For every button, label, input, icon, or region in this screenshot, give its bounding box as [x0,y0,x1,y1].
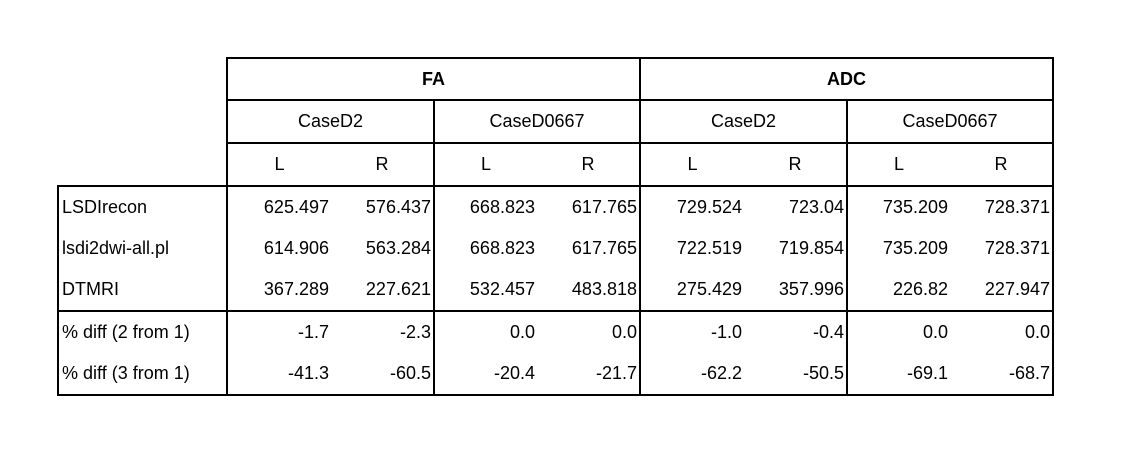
case-header: CaseD0667 [434,100,640,143]
row-label: DTMRI [58,269,227,311]
table-cell: 719.854 [744,228,847,269]
empty-corner [58,100,227,143]
results-table [57,57,1054,396]
table-cell: 735.209 [847,186,950,228]
case-header: CaseD2 [640,100,847,143]
side-header: R [744,143,847,186]
table-cell: 563.284 [331,228,434,269]
table-cell: 367.289 [227,269,331,311]
side-header: R [950,143,1053,186]
header-row-sides [58,143,1053,186]
table-row [58,269,1053,311]
table-cell: -20.4 [434,353,537,395]
row-label: % diff (3 from 1) [58,353,227,395]
table-cell: 728.371 [950,228,1053,269]
case-header: CaseD0667 [847,100,1053,143]
table-cell: -1.0 [640,311,744,353]
row-label: lsdi2dwi-all.pl [58,228,227,269]
table-cell: -21.7 [537,353,640,395]
table-row [58,311,1053,353]
table-cell: 0.0 [537,311,640,353]
side-header: L [434,143,537,186]
header-row-cases [58,100,1053,143]
header-row-groups [58,58,1053,100]
empty-corner [58,143,227,186]
table-row [58,353,1053,395]
table-cell: 483.818 [537,269,640,311]
table-cell: -0.4 [744,311,847,353]
side-header: L [227,143,331,186]
table-cell: -60.5 [331,353,434,395]
table-cell: 576.437 [331,186,434,228]
table-cell: 723.04 [744,186,847,228]
empty-corner [58,58,227,100]
side-header: L [847,143,950,186]
group-header-fa: FA [227,58,640,100]
table-cell: 728.371 [950,186,1053,228]
table-cell: 275.429 [676,279,742,299]
group-header-adc: ADC [640,58,1053,100]
table-cell: 617.765 [537,228,640,269]
table-cell: 0.0 [434,311,537,353]
table-row [58,228,1053,269]
table-cell: -1.7 [227,311,331,353]
table-cell: 625.497 [227,186,331,228]
table-cell: 532.457 [469,279,535,299]
side-header: R [331,143,434,186]
table-cell: 722.519 [676,238,742,258]
table-cell: 227.947 [950,269,1053,311]
table-row [58,186,1053,228]
table-cell: -2.3 [331,311,434,353]
table-cell: 357.996 [744,269,847,311]
table-cell: -62.2 [640,353,744,395]
row-label: LSDIrecon [58,186,227,228]
case-header: CaseD2 [227,100,434,143]
table-cell: 0.0 [950,311,1053,353]
table-cell: -50.5 [744,353,847,395]
table-cell: 729.524 [640,186,744,228]
table-cell: 617.765 [537,186,640,228]
table-cell: -68.7 [950,353,1053,395]
table-cell: 227.621 [331,269,434,311]
row-label: % diff (2 from 1) [58,311,227,353]
table-cell: 735.209 [882,238,948,258]
table-cell: 668.823 [469,238,535,258]
side-header: R [537,143,640,186]
table-cell: -69.1 [847,353,950,395]
side-header: L [640,143,744,186]
table-cell: 0.0 [847,311,950,353]
table-cell: 226.82 [892,279,948,299]
table-cell: 668.823 [434,186,537,228]
table-cell: -41.3 [227,353,331,395]
table-cell: 614.906 [227,228,331,269]
